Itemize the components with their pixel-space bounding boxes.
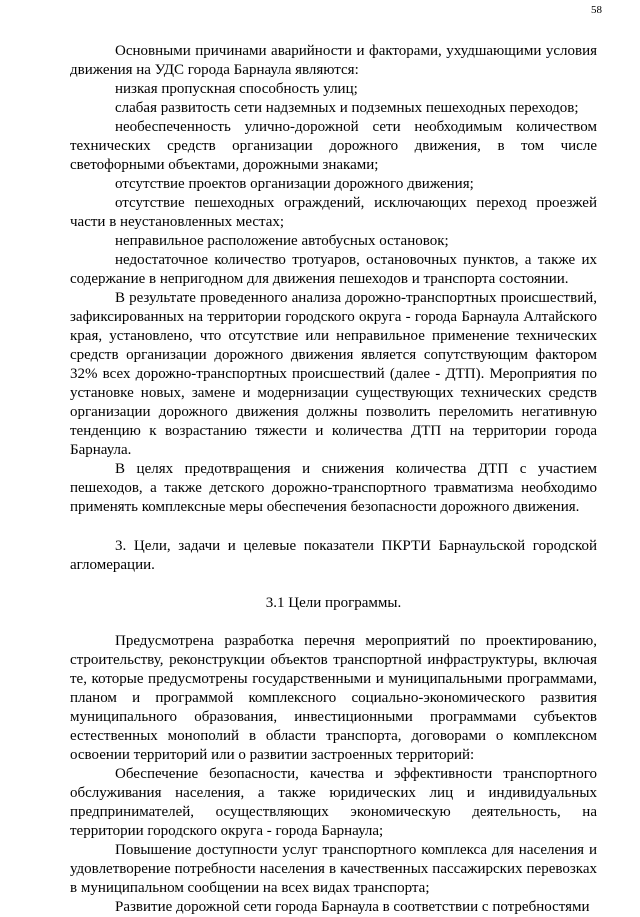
subsection-heading: 3.1 Цели программы. xyxy=(265,595,402,611)
paragraph-intro: Основными причинами аварийности и факторами, ухудшающими условия движения на УДС города Барнаула являются: xyxy=(70,43,597,78)
paragraph-measures: Предусмотрена разработка перечня мероприятий по проектированию, строительству, реконструкции объектов транспортной инфраструктуры, включая те, которые предусмотрены государственными и муниципальными программами, планом и программой комплексного социально-экономического развития муниципального образования, инвестиционными программами субъектов естественных монополий в области транспорта, договорами о комплексном освоении территорий или о развитии застроенных территорий: xyxy=(70,633,597,763)
paragraph-prevention: В целях предотвращения и снижения количества ДТП с участием пешеходов, а также детского дорожно-транспортного травматизма необходимо применять комплексные меры обеспечения безопасности дорожного движения. xyxy=(70,461,597,515)
paragraph-goal: Развитие дорожной сети города Барнаула в соответствии с потребностями xyxy=(115,899,590,915)
list-item: отсутствие проектов организации дорожного движения; xyxy=(115,176,474,192)
paragraph-goal: Обеспечение безопасности, качества и эффективности транспортного обслуживания населения, а также юридических лиц и индивидуальных предпринимателей, осуществляющих экономическую деятельность, на территории городского округа - города Барнаула; xyxy=(70,766,597,839)
section-heading: 3. Цели, задачи и целевые показатели ПКРТИ Барнаульской городской агломерации. xyxy=(70,538,597,573)
list-item: неправильное расположение автобусных остановок; xyxy=(115,233,449,249)
page-number: 58 xyxy=(591,4,602,16)
list-item: низкая пропускная способность улиц; xyxy=(115,81,358,97)
paragraph-analysis: В результате проведенного анализа дорожно-транспортных происшествий, зафиксированных на территории городского округа - города Барнаула Алтайского края, установлено, что отсутствие или неправильное применение технических средств организации дорожного движения является сопутствующим фактором 32% всех дорожно-транспортных происшествий (далее - ДТП). Мероприятия по установке новых, замене и модернизации существующих технических средств организации дорожного движения должны позволить переломить негативную тенденцию к возрастанию тяжести и количества ДТП на территории города Барнаула. xyxy=(70,290,597,458)
list-item: недостаточное количество тротуаров, остановочных пунктов, а также их содержание в непригодном для движения пешеходов и транспорта состоянии. xyxy=(70,252,597,287)
paragraph-goal: Повышение доступности услуг транспортного комплекса для населения и удовлетворение потребности населения в качественных пассажирских перевозках в муниципальном сообщении на всех видах транспорта; xyxy=(70,842,597,896)
list-item: отсутствие пешеходных ограждений, исключающих переход проезжей части в неустановленных местах; xyxy=(70,195,597,230)
document-body xyxy=(70,42,597,917)
list-item: необеспеченность улично-дорожной сети необходимым количеством технических средств организации дорожного движения, в том числе светофорными объектами, дорожными знаками; xyxy=(70,119,597,173)
list-item: слабая развитость сети надземных и подземных пешеходных переходов; xyxy=(115,100,579,116)
